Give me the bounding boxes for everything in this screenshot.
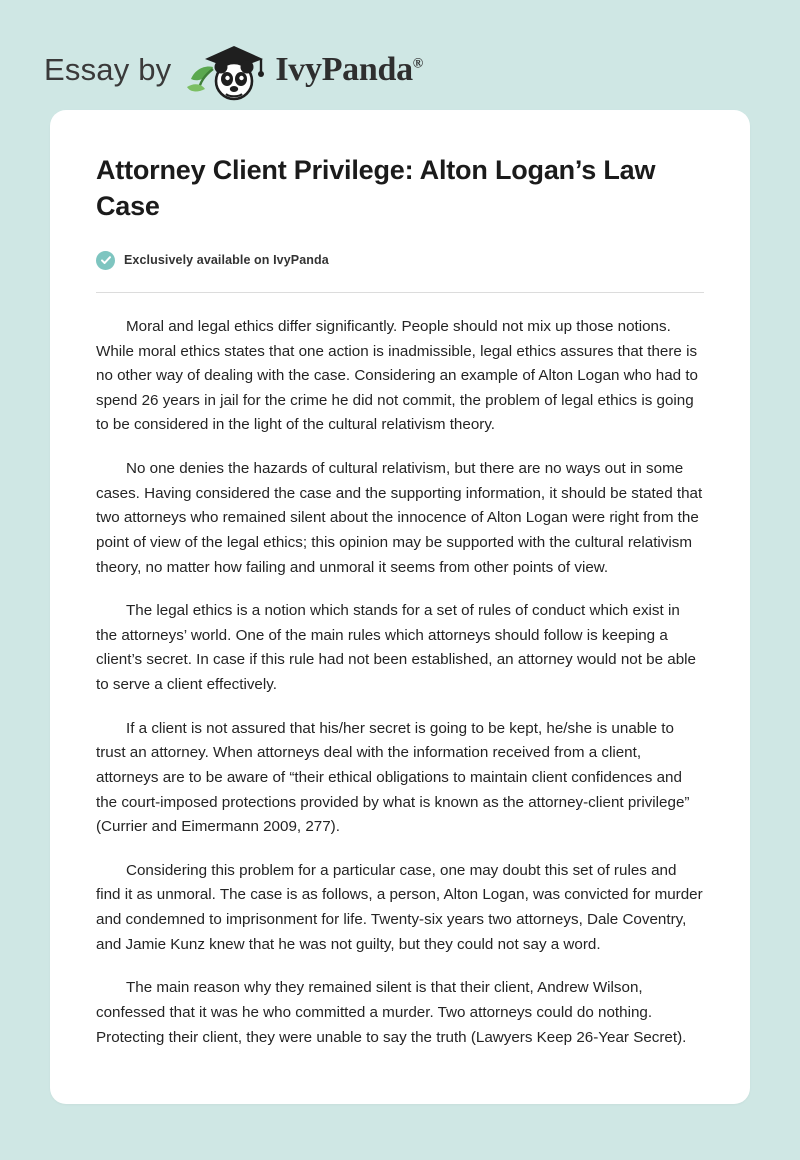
paragraph: If a client is not assured that his/her secret is going to be kept, he/she is unable to trust an attorney. When attorneys deal with the information received from a client, attorneys are to be aware of “their ethical obligations to maintain client confidences and the court-imposed protections provided by what is known as the attorney-client privilege” (Currier and Eimermann 2009, 277).: [96, 719, 690, 836]
paragraph: Moral and legal ethics differ significantly. People should not mix up those notions. While moral ethics states that one action is inadmissible, legal ethics assures that there is no other way of dealing with the case. Considering an example of Alton Logan who had to spend 26 years in jail for the crime he did not commit, the problem of legal ethics is going to be considered in the light of the cultural relativism theory.: [96, 317, 698, 434]
check-circle-icon: [96, 251, 115, 270]
paragraph: Considering this problem for a particular case, one may doubt this set of rules and find it as unmoral. The case is as follows, a person, Alton Logan, was convicted for murder and condemned to imprisonment for life. Twenty-six years two attorneys, Dale Coventry, and Jamie Kunz knew that he was not guilty, but they could not say a word.: [96, 861, 703, 953]
essay-card: [50, 110, 750, 1104]
paragraph: No one denies the hazards of cultural relativism, but there are no ways out in some cases. Having considered the case and the supporting information, it should be stated that two attorneys who remained silent about the innocence of Alton Logan were right from the point of view of the legal ethics; this opinion may be supported with the cultural relativism theory, no matter how failing and unmoral it seems from other points of view.: [96, 460, 703, 576]
divider: [96, 292, 704, 293]
panda-graduate-logo-icon: [185, 39, 271, 101]
registered-mark: ®: [412, 56, 423, 72]
ivypanda-logo[interactable]: [185, 39, 423, 101]
brand-name-text: IvyPanda: [275, 51, 413, 88]
status-badge: [96, 251, 704, 270]
page-title: Attorney Client Privilege: Alton Logan’s Law Case: [96, 155, 656, 222]
essay-by-label: Essay by: [44, 52, 172, 87]
brand-name: [275, 51, 423, 89]
paragraph: The legal ethics is a notion which stands for a set of rules of conduct which exist in the attorneys’ world. One of the main rules which attorneys should follow is keeping a client’s secret. In case if this rule had not been established, an attorney would not be able to serve a client effectively.: [96, 602, 697, 693]
essay-body: [96, 315, 704, 1050]
brand-header: [0, 0, 800, 110]
paragraph: The main reason why they remained silent is that their client, Andrew Wilson, confessed that it was he who committed a murder. Two attorneys could do nothing. Protecting their client, they were unable to say the truth (Lawyers Keep 26-Year Secret).: [96, 979, 687, 1046]
status-badge-label: Exclusively available on IvyPanda: [124, 253, 329, 268]
